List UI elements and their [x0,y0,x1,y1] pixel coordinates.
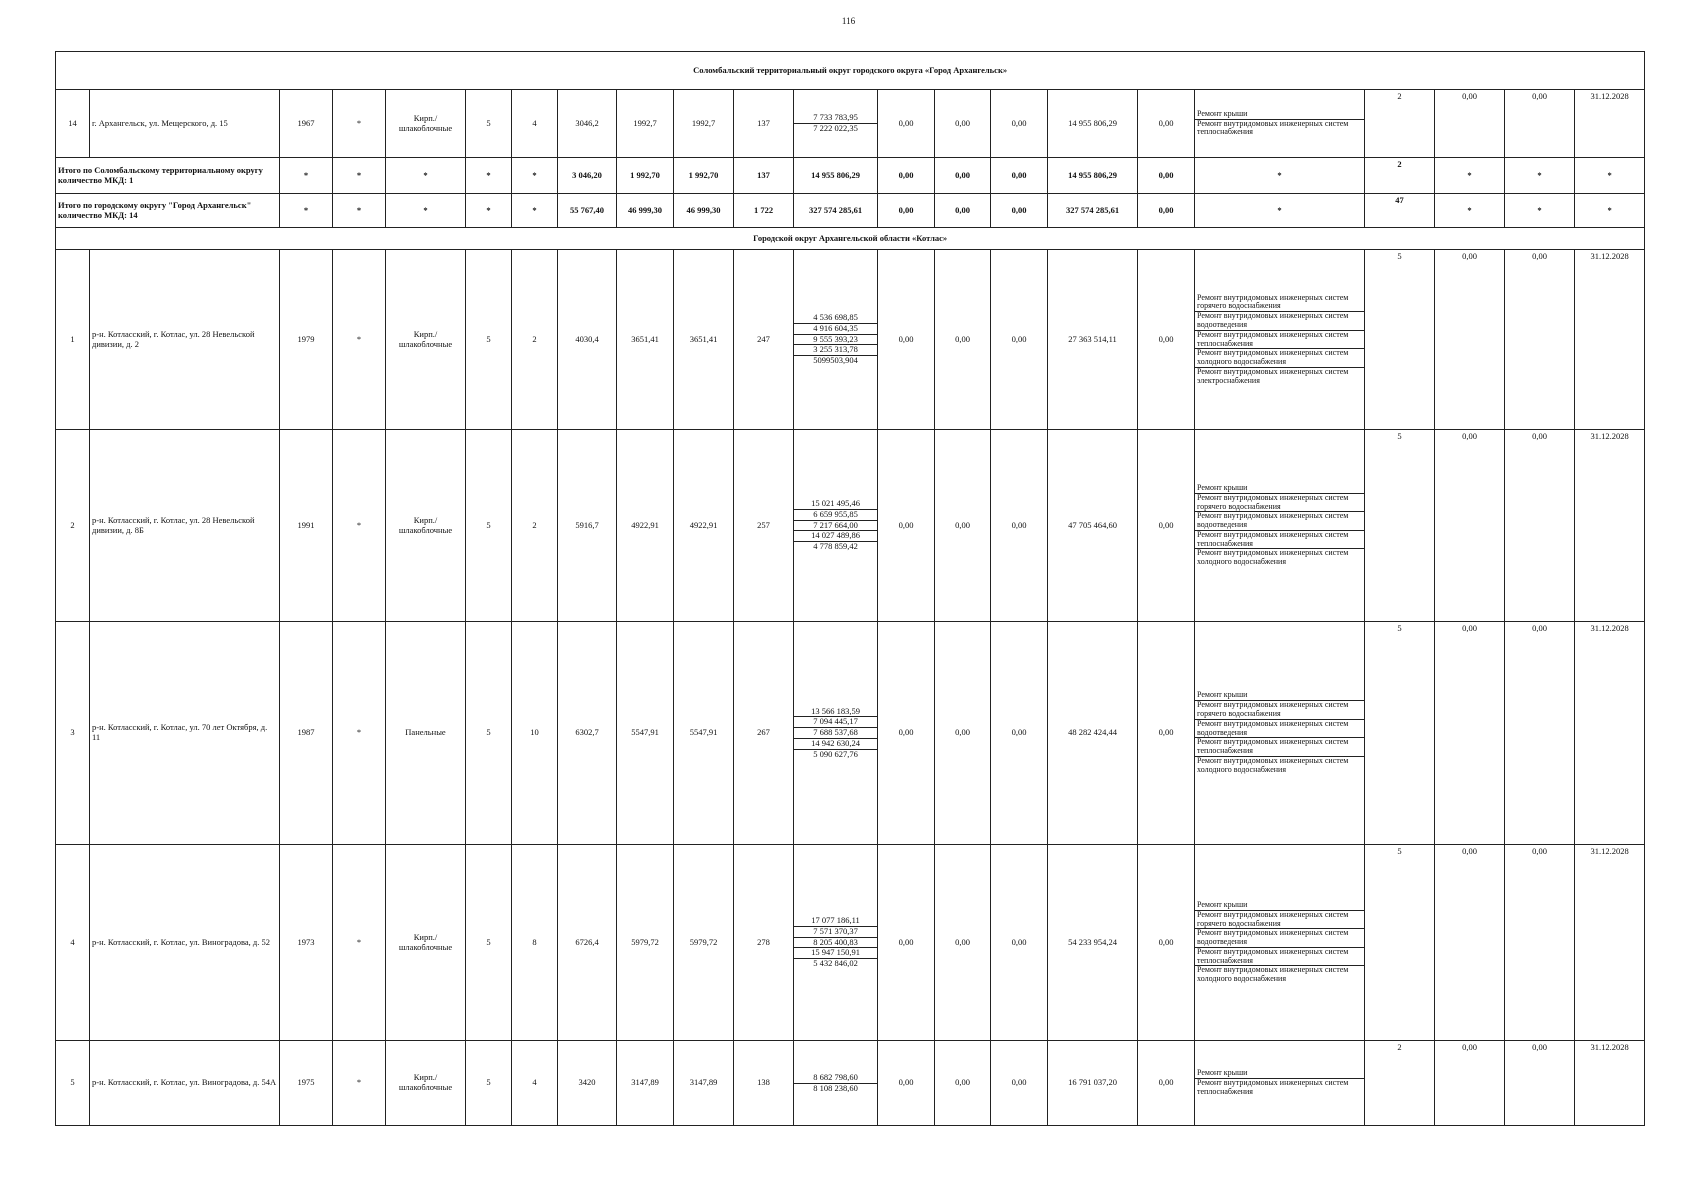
row-number: 5 [56,1041,90,1126]
star-cell: * [466,194,512,228]
cost-value: 7 094 445,17 [794,716,877,727]
works-count-cell: 5 [1365,845,1435,1041]
works-cell [1195,845,1365,1041]
work-item: Ремонт внутридомовых инженерных систем электроснабжения [1195,367,1364,386]
zero-cell: 0,00 [1138,194,1195,228]
cost-value: 7 688 537,68 [794,727,877,738]
cost-value: 7 217 664,00 [794,520,877,531]
cost-value: 8 205 400,83 [794,937,877,948]
zero-cell: 0,00 [878,90,935,158]
zero-cell: 0,00 [991,845,1048,1041]
work-item: Ремонт крыши [1197,690,1248,700]
year-cell: 1975 [280,1041,333,1126]
area-a-cell: 1 992,70 [617,158,674,194]
material-cell: Панельные [386,622,466,845]
total-label: Итого по городскому округу "Город Архангельск" количество МКД: 14 [56,194,280,228]
star-cell: * [1435,194,1505,228]
zero-cell: 0,00 [878,1041,935,1126]
address-cell: р-н. Котласский, г. Котлас, ул. 28 Невельской дивизии, д. 8Б [90,430,280,622]
total-label: Итого по Соломбальскому территориальному округу количество МКД: 1 [56,158,280,194]
cost-value: 15 021 495,46 [811,498,860,509]
year-cell: 1987 [280,622,333,845]
r1-cell: 0,00 [1435,90,1505,158]
residents-cell: 257 [734,430,794,622]
cost-value: 8 682 798,60 [813,1071,858,1082]
page-number: 116 [841,16,856,26]
date-cell: 31.12.2028 [1575,622,1645,845]
work-item: Ремонт крыши [1197,1068,1248,1078]
works-count-cell: 5 [1365,430,1435,622]
costs-cell [794,845,878,1041]
area-a-cell: 5547,91 [617,622,674,845]
residents-cell: 247 [734,250,794,430]
material-cell: Кирп./ шлакоблочные [386,1041,466,1126]
work-item: Ремонт внутридомовых инженерных систем теплоснабжения [1195,1078,1364,1097]
works-count-cell: 2 [1365,90,1435,158]
area-a-cell: 46 999,30 [617,194,674,228]
zero-cell: 0,00 [878,194,935,228]
work-item: Ремонт внутридомовых инженерных систем теплоснабжения [1195,119,1364,138]
address-cell: р-н. Котласский, г. Котлас, ул. Виноградова, д. 54А [90,1041,280,1126]
zero-cell: 0,00 [935,430,991,622]
work-item: Ремонт крыши [1197,108,1248,118]
works-cell [1195,622,1365,845]
star-cell: * [333,622,386,845]
star-cell: * [333,158,386,194]
entrances-cell: 2 [512,430,558,622]
total-cost-cell: 54 233 954,24 [1048,845,1138,1041]
r2-cell: 0,00 [1505,430,1575,622]
year-cell: 1967 [280,90,333,158]
work-item: Ремонт внутридомовых инженерных систем теплоснабжения [1195,737,1364,756]
works-cell [1195,90,1365,158]
residents-cell: 138 [734,1041,794,1126]
zero-cell: 0,00 [991,90,1048,158]
area-total-cell: 6726,4 [558,845,617,1041]
material-cell: Кирп./ шлакоблочные [386,90,466,158]
address-cell: р-н. Котласский, г. Котлас, ул. Виноградова, д. 52 [90,845,280,1041]
cost-value: 4 536 698,85 [813,312,858,323]
costs-cell [794,250,878,430]
zero-cell: 0,00 [1138,622,1195,845]
date-cell: 31.12.2028 [1575,1041,1645,1126]
star-cell: * [512,194,558,228]
star-cell: * [333,1041,386,1126]
area-b-cell: 46 999,30 [674,194,734,228]
works-cell [1195,430,1365,622]
cost-value: 5 432 846,02 [794,958,877,969]
cost-value: 7 222 022,35 [794,123,877,134]
residents-cell: 278 [734,845,794,1041]
works-count-cell: 2 [1365,158,1435,194]
zero-cell: 0,00 [1138,158,1195,194]
star-cell: * [333,250,386,430]
cost-value: 5099503,904 [794,355,877,366]
area-b-cell: 5979,72 [674,845,734,1041]
cost-value: 6 659 955,85 [794,509,877,520]
cost-value: 8 108 238,60 [794,1083,877,1094]
r2-cell: 0,00 [1505,90,1575,158]
works-count-cell: 5 [1365,622,1435,845]
row-number: 3 [56,622,90,845]
work-item: Ремонт крыши [1197,899,1248,909]
star-cell: * [1435,158,1505,194]
date-cell: 31.12.2028 [1575,430,1645,622]
zero-cell: 0,00 [1138,430,1195,622]
floors-cell: 5 [466,250,512,430]
zero-cell: 0,00 [1138,1041,1195,1126]
r1-cell: 0,00 [1435,1041,1505,1126]
area-total-cell: 6302,7 [558,622,617,845]
entrances-cell: 4 [512,90,558,158]
costs-cell [794,1041,878,1126]
works-count-cell: 5 [1365,250,1435,430]
total-row-solombala [56,158,1645,194]
residents-cell: 267 [734,622,794,845]
star-cell: * [1505,194,1575,228]
zero-cell: 0,00 [1138,845,1195,1041]
zero-cell: 0,00 [991,1041,1048,1126]
area-total-cell: 3420 [558,1041,617,1126]
cost-value: 5 090 627,76 [794,749,877,760]
area-b-cell: 1 992,70 [674,158,734,194]
zero-cell: 0,00 [935,250,991,430]
floors-cell: 5 [466,1041,512,1126]
entrances-cell: 10 [512,622,558,845]
row-number: 14 [56,90,90,158]
cost-cell: 14 955 806,29 [794,158,878,194]
section-header-row [56,228,1645,250]
cost-value: 14 027 489,86 [794,530,877,541]
table-row [56,622,1645,845]
residents-cell: 137 [734,158,794,194]
year-cell: 1973 [280,845,333,1041]
work-item: Ремонт внутридомовых инженерных систем холодного водоснабжения [1195,548,1364,567]
area-a-cell: 4922,91 [617,430,674,622]
total-cost-cell: 14 955 806,29 [1048,158,1138,194]
cost-value: 4 916 604,35 [794,323,877,334]
works-count-cell: 2 [1365,1041,1435,1126]
r2-cell: 0,00 [1505,845,1575,1041]
zero-cell: 0,00 [935,194,991,228]
zero-cell: 0,00 [878,430,935,622]
zero-cell: 0,00 [878,622,935,845]
table-row [56,250,1645,430]
area-b-cell: 4922,91 [674,430,734,622]
year-cell: 1991 [280,430,333,622]
capital-repair-table [55,51,1645,1126]
floors-cell: 5 [466,430,512,622]
date-cell: 31.12.2028 [1575,90,1645,158]
area-total-cell: 3 046,20 [558,158,617,194]
area-a-cell: 5979,72 [617,845,674,1041]
work-item: Ремонт внутридомовых инженерных систем водоотведения [1195,311,1364,330]
total-cost-cell: 27 363 514,11 [1048,250,1138,430]
star-cell: * [1195,158,1365,194]
total-cost-cell: 47 705 464,60 [1048,430,1138,622]
section-title: Соломбальский территориальный округ городского округа «Город Архангельск» [56,52,1645,90]
zero-cell: 0,00 [935,158,991,194]
work-item: Ремонт крыши [1197,482,1248,492]
material-cell: Кирп./ шлакоблочные [386,845,466,1041]
zero-cell: 0,00 [1138,250,1195,430]
work-item: Ремонт внутридомовых инженерных систем горячего водоснабжения [1195,700,1364,719]
entrances-cell: 8 [512,845,558,1041]
material-cell: Кирп./ шлакоблочные [386,250,466,430]
work-item: Ремонт внутридомовых инженерных систем водоотведения [1195,928,1364,947]
zero-cell: 0,00 [935,1041,991,1126]
r1-cell: 0,00 [1435,250,1505,430]
star-cell: * [1195,194,1365,228]
area-a-cell: 3651,41 [617,250,674,430]
cost-value: 7 571 370,37 [794,926,877,937]
year-cell: 1979 [280,250,333,430]
entrances-cell: 4 [512,1041,558,1126]
row-number: 2 [56,430,90,622]
r2-cell: 0,00 [1505,622,1575,845]
zero-cell: 0,00 [878,845,935,1041]
cost-value: 13 566 183,59 [811,705,860,716]
r1-cell: 0,00 [1435,622,1505,845]
date-cell: 31.12.2028 [1575,845,1645,1041]
residents-cell: 1 722 [734,194,794,228]
work-item: Ремонт внутридомовых инженерных систем водоотведения [1195,511,1364,530]
area-total-cell: 5916,7 [558,430,617,622]
area-b-cell: 3651,41 [674,250,734,430]
zero-cell: 0,00 [991,194,1048,228]
works-count-cell: 47 [1365,194,1435,228]
work-item: Ремонт внутридомовых инженерных систем холодного водоснабжения [1195,965,1364,984]
zero-cell: 0,00 [991,622,1048,845]
star-cell: * [1575,194,1645,228]
total-cost-cell: 48 282 424,44 [1048,622,1138,845]
zero-cell: 0,00 [991,158,1048,194]
costs-cell [794,90,878,158]
cost-value: 14 942 630,24 [794,738,877,749]
area-b-cell: 3147,89 [674,1041,734,1126]
row-number: 4 [56,845,90,1041]
work-item: Ремонт внутридомовых инженерных систем водоотведения [1195,719,1364,738]
table-row [56,430,1645,622]
entrances-cell: 2 [512,250,558,430]
residents-cell: 137 [734,90,794,158]
area-total-cell: 3046,2 [558,90,617,158]
costs-cell [794,430,878,622]
star-cell: * [1575,158,1645,194]
zero-cell: 0,00 [991,250,1048,430]
total-cost-cell: 14 955 806,29 [1048,90,1138,158]
zero-cell: 0,00 [1138,90,1195,158]
table-row [56,1041,1645,1126]
table-row [56,90,1645,158]
cost-value: 4 778 859,42 [794,541,877,552]
section-header-row [56,52,1645,90]
area-b-cell: 1992,7 [674,90,734,158]
works-cell [1195,250,1365,430]
address-cell: р-н. Котласский, г. Котлас, ул. 28 Невельской дивизии, д. 2 [90,250,280,430]
address-cell: г. Архангельск, ул. Мещерского, д. 15 [90,90,280,158]
floors-cell: 5 [466,845,512,1041]
area-total-cell: 4030,4 [558,250,617,430]
star-cell: * [386,194,466,228]
floors-cell: 5 [466,90,512,158]
cost-value: 17 077 186,11 [811,915,860,926]
total-row-arkhangelsk [56,194,1645,228]
table-row [56,845,1645,1041]
area-total-cell: 55 767,40 [558,194,617,228]
star-cell: * [512,158,558,194]
star-cell: * [280,194,333,228]
cost-value: 9 555 393,23 [794,334,877,345]
zero-cell: 0,00 [935,845,991,1041]
cost-value: 7 733 783,95 [813,112,858,123]
r2-cell: 0,00 [1505,1041,1575,1126]
section-title: Городской округ Архангельской области «Котлас» [56,228,1645,250]
work-item: Ремонт внутридомовых инженерных систем теплоснабжения [1195,530,1364,549]
works-cell [1195,1041,1365,1126]
area-b-cell: 5547,91 [674,622,734,845]
cost-value: 15 947 150,91 [794,947,877,958]
star-cell: * [333,430,386,622]
zero-cell: 0,00 [935,90,991,158]
zero-cell: 0,00 [878,158,935,194]
work-item: Ремонт внутридомовых инженерных систем теплоснабжения [1195,330,1364,349]
total-cost-cell: 16 791 037,20 [1048,1041,1138,1126]
cost-value: 3 255 313,78 [794,344,877,355]
zero-cell: 0,00 [935,622,991,845]
star-cell: * [280,158,333,194]
work-item: Ремонт внутридомовых инженерных систем холодного водоснабжения [1195,348,1364,367]
costs-cell [794,622,878,845]
total-cost-cell: 327 574 285,61 [1048,194,1138,228]
address-cell: р-н. Котласский, г. Котлас, ул. 70 лет Октября, д. 11 [90,622,280,845]
material-cell: Кирп./ шлакоблочные [386,430,466,622]
r2-cell: 0,00 [1505,250,1575,430]
work-item: Ремонт внутридомовых инженерных систем горячего водоснабжения [1195,493,1364,512]
area-a-cell: 1992,7 [617,90,674,158]
zero-cell: 0,00 [991,430,1048,622]
work-item: Ремонт внутридомовых инженерных систем горячего водоснабжения [1195,910,1364,929]
star-cell: * [333,90,386,158]
cost-cell: 327 574 285,61 [794,194,878,228]
star-cell: * [1505,158,1575,194]
r1-cell: 0,00 [1435,845,1505,1041]
star-cell: * [386,158,466,194]
date-cell: 31.12.2028 [1575,250,1645,430]
row-number: 1 [56,250,90,430]
star-cell: * [333,845,386,1041]
floors-cell: 5 [466,622,512,845]
work-item: Ремонт внутридомовых инженерных систем теплоснабжения [1195,947,1364,966]
r1-cell: 0,00 [1435,430,1505,622]
star-cell: * [466,158,512,194]
zero-cell: 0,00 [878,250,935,430]
area-a-cell: 3147,89 [617,1041,674,1126]
star-cell: * [333,194,386,228]
work-item: Ремонт внутридомовых инженерных систем холодного водоснабжения [1195,756,1364,775]
work-item: Ремонт внутридомовых инженерных систем горячего водоснабжения [1197,292,1349,311]
